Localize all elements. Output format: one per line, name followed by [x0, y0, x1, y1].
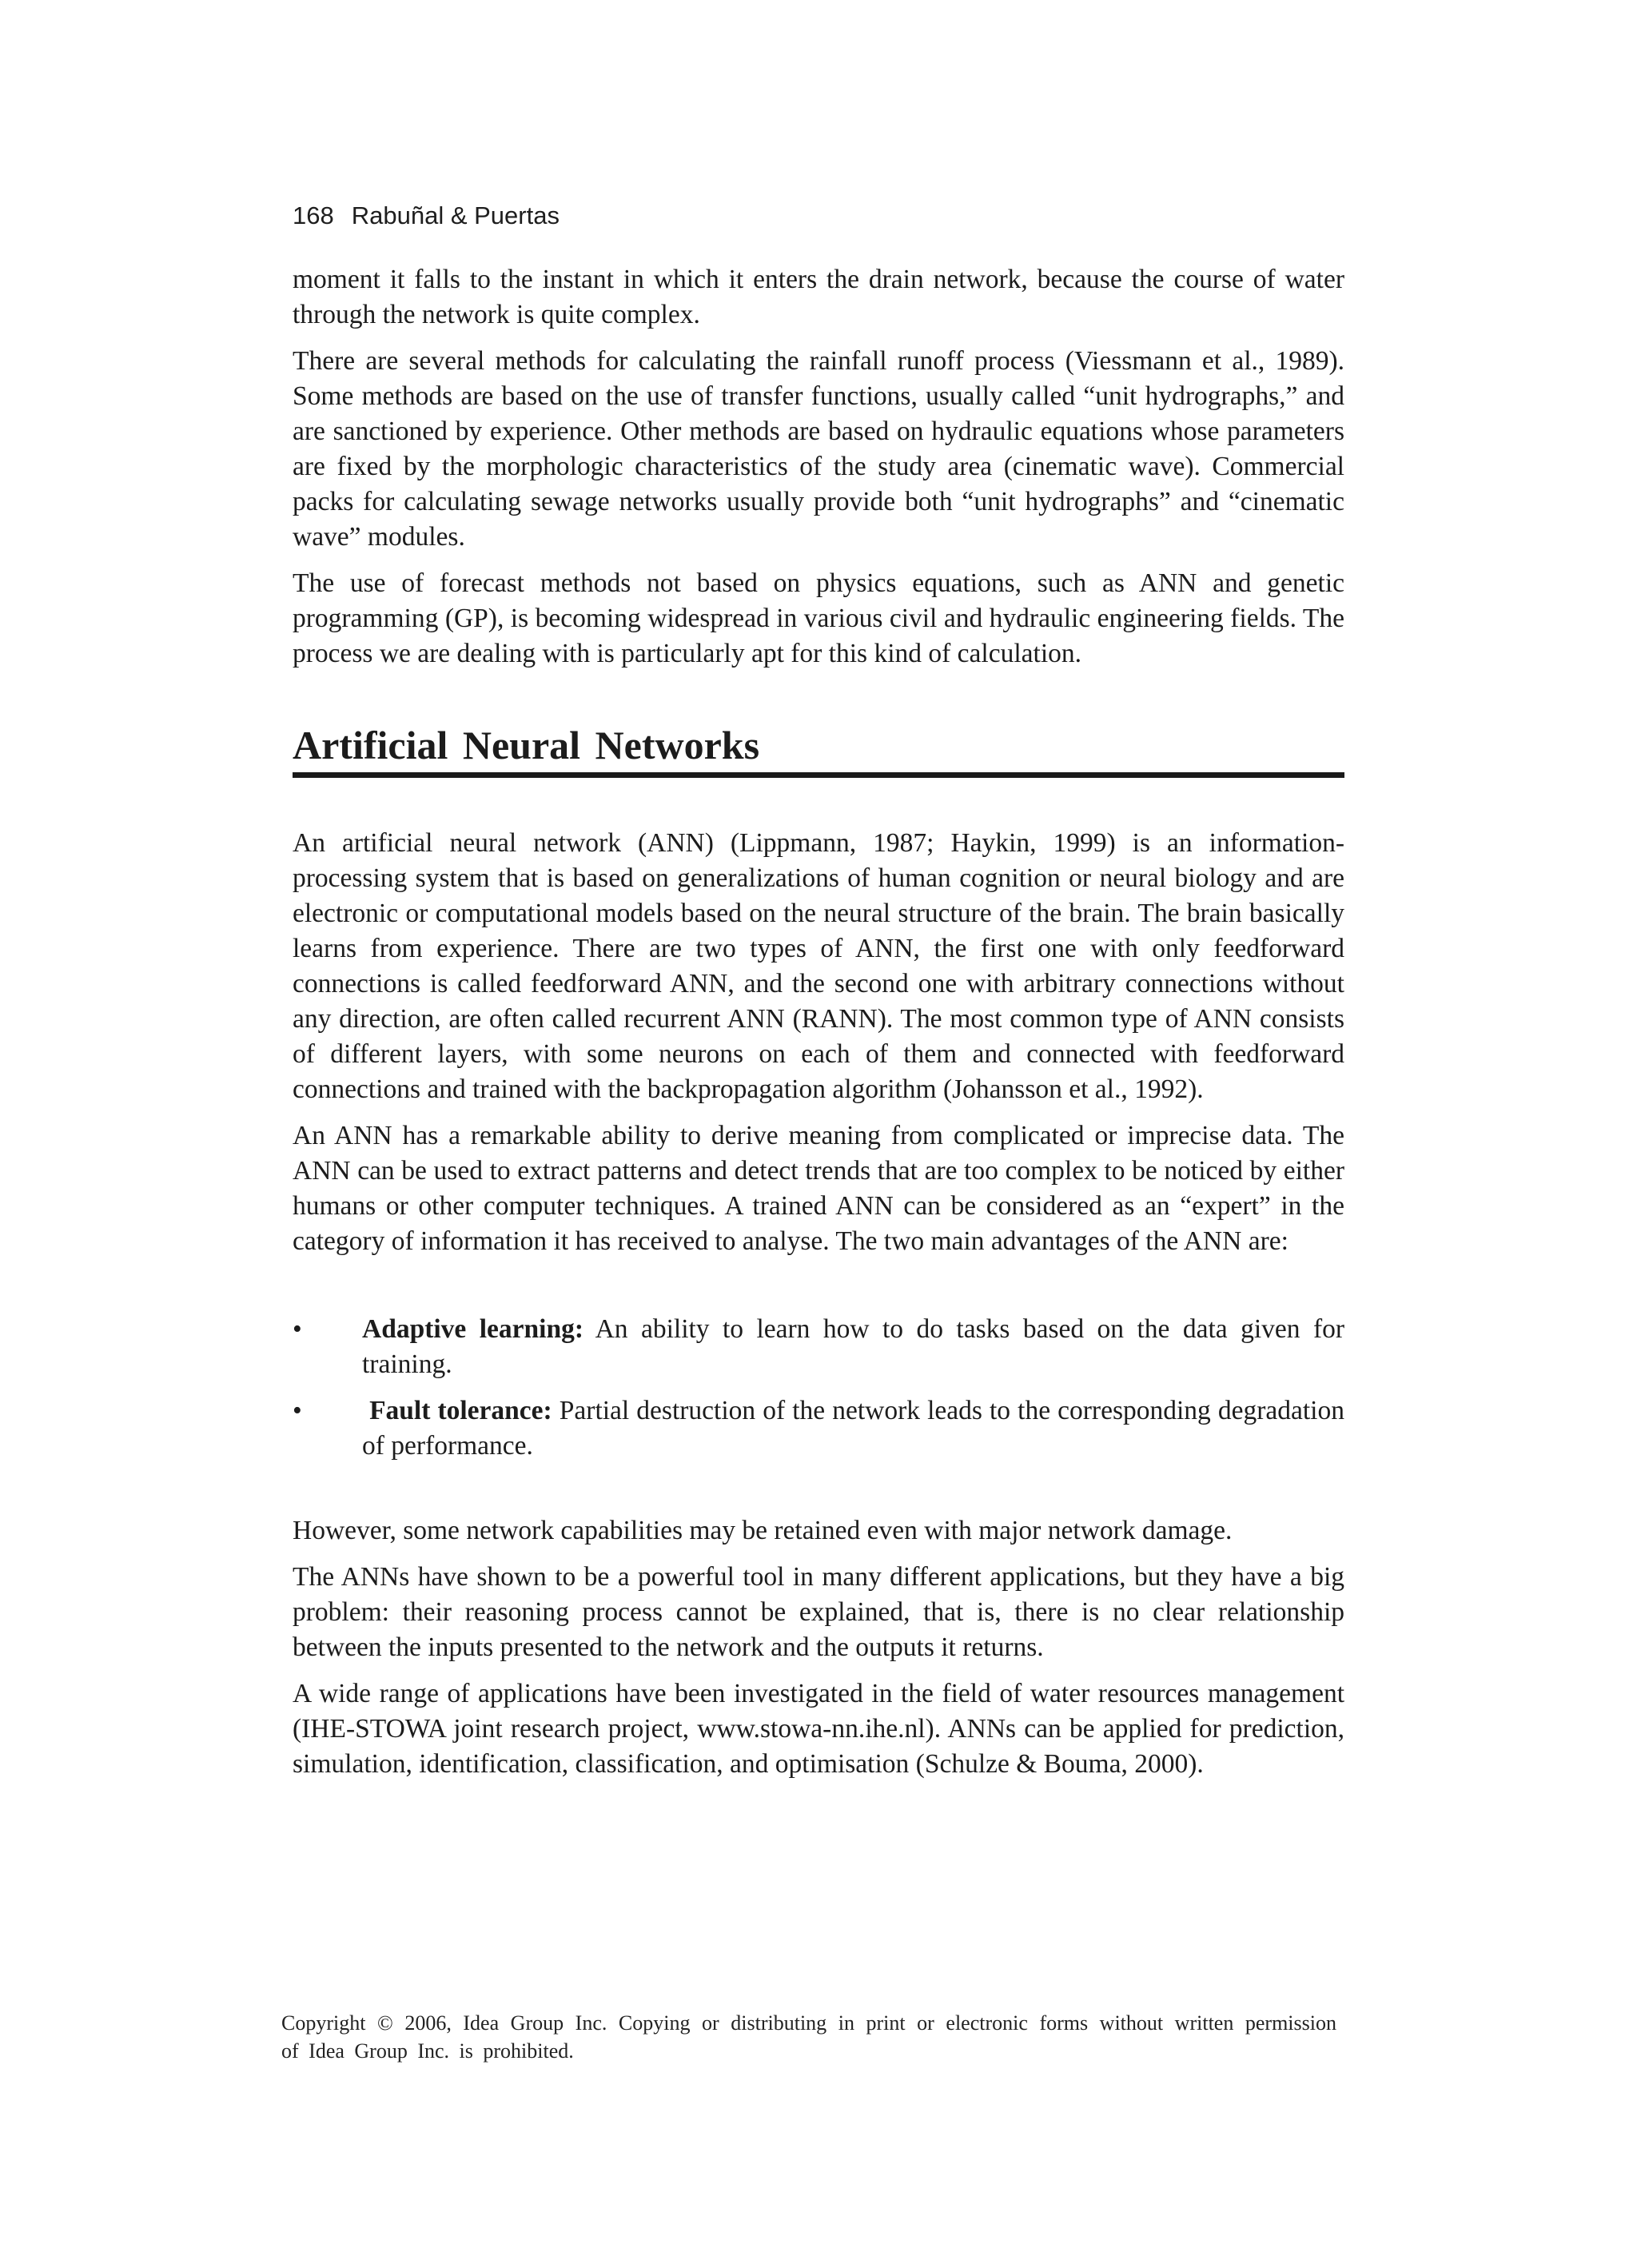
paragraph: However, some network capabilities may be retained even with major network damage.	[293, 1516, 1233, 1545]
paragraph: The ANNs have shown to be a powerful tool in many different applications, but they have a big problem: their reasoning process cannot be explained, that is, there is no clear relationship between the inputs presented to the network and the outputs it returns.	[293, 1562, 1344, 1662]
running-head-authors: Rabuñal & Puertas	[351, 201, 560, 229]
paragraph: There are several methods for calculating the rainfall runoff process (Viessmann et al., 1989). Some methods are based on the use of transfer functions, usually called “unit hydrographs,” and are sanctioned by experience. Other methods are based on hydraulic equations whose parameters are fixed by the morphologic characteristics of the study area (cinematic wave). Commercial packs for calculating sewage networks usually provide both “unit hydrographs” and “cinematic wave” modules.	[293, 346, 1344, 552]
page-number: 168	[293, 201, 334, 229]
bullet-text: An ability to learn how to do tasks based on the data given for training.	[362, 1314, 1345, 1379]
page-content	[293, 200, 1344, 1793]
running-head	[293, 200, 1344, 232]
bullet-term: Fault tolerance:	[362, 1396, 552, 1425]
paragraph: An ANN has a remarkable ability to derive meaning from complicated or imprecise data. The ANN can be used to extract patterns and detect trends that are too complex to be noticed by either humans or other computer techniques. A trained ANN can be considered as an “expert” in the category of information it has received to analyse. The two main advantages of the ANN are:	[293, 1121, 1344, 1256]
paragraph: moment it falls to the instant in which it enters the drain network, because the course of water through the network is quite complex.	[293, 265, 1344, 329]
list-item	[293, 1312, 1344, 1382]
paragraph: The use of forecast methods not based on physics equations, such as ANN and genetic programming (GP), is becoming widespread in various civil and hydraulic engineering fields. The process we are dealing with is particularly apt for this kind of calculation.	[293, 568, 1344, 668]
copyright-notice: Copyright © 2006, Idea Group Inc. Copying or distributing in print or electronic forms without written permission of Idea Group Inc. is prohibited.	[281, 2011, 1336, 2063]
bullet-term: Adaptive learning:	[362, 1314, 584, 1344]
paragraph: An artificial neural network (ANN) (Lippmann, 1987; Haykin, 1999) is an information-processing system that is based on generalizations of human cognition or neural biology and are electronic or computational models based on the neural structure of the brain. The brain basically learns from experience. There are two types of ANN, the first one with only feedforward connections is called feedforward ANN, and the second one with arbitrary connections without any direction, are often called recurrent ANN (RANN). The most common type of ANN consists of different layers, with some neurons on each of them and connected with feedforward connections and trained with the backpropagation algorithm (Johansson et al., 1992).	[293, 828, 1344, 1104]
advantages-list	[293, 1312, 1344, 1464]
section-heading: Artificial Neural Networks	[293, 723, 1344, 778]
bullet-marker: •	[293, 1396, 302, 1425]
list-item	[293, 1393, 1344, 1464]
bullet-marker: •	[293, 1314, 302, 1344]
paragraph: A wide range of applications have been investigated in the field of water resources management (IHE-STOWA joint research project, www.stowa-nn.ihe.nl). ANNs can be applied for prediction, simulation, identification, classification, and optimisation (Schulze & Bouma, 2000).	[293, 1679, 1344, 1779]
bullet-text: Partial destruction of the network leads to the corresponding degradation of performance.	[362, 1396, 1344, 1461]
